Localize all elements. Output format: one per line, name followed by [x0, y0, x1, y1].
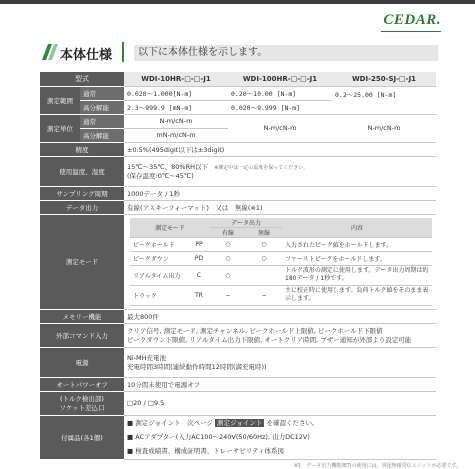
env-value — [124, 156, 436, 186]
mode-desc: 主に校正時に使用します。負荷トルク値をそのまま表示します。 — [282, 285, 432, 305]
env-line1: 15℃〜35℃、80%RH以下 — [127, 163, 208, 171]
mode-desc: 入力されたピーク値をホールドします。 — [282, 237, 432, 251]
dataout-label: データ出力 — [40, 200, 124, 214]
accessories-line2: ■ ACアダプター(入力AC100〜240V(50/60Hz), 出力DC12V) — [127, 433, 310, 441]
mode-head-mode: 測定モード — [130, 218, 210, 238]
socket-value: □20 / □9.5 — [124, 391, 436, 415]
power-row — [40, 347, 436, 377]
accuracy-value: ±0.5%(495digit以下は±3digit) — [124, 142, 436, 156]
mode-header-top — [130, 218, 432, 228]
env-label: 使用温度、湿度 — [40, 156, 124, 186]
mode-name: ピークダウン — [130, 251, 188, 265]
mode-code: PD — [188, 251, 210, 265]
spec-table — [40, 72, 436, 460]
section-header — [40, 42, 436, 64]
unit-m3: N-m/cN-m — [332, 114, 436, 142]
mode-row-tr — [130, 285, 432, 305]
model-label: 型式 — [40, 72, 124, 86]
mode-wired: − — [210, 285, 246, 305]
autooff-label: オートパワーオフ — [40, 377, 124, 391]
unit-m1-normal: N-m/cN-m — [124, 114, 228, 128]
mode-code: C — [188, 265, 210, 285]
socket-row — [40, 391, 436, 415]
divider — [122, 42, 124, 62]
power-label: 電源 — [40, 347, 124, 377]
slash-icon — [40, 44, 58, 60]
page-title: 本体仕様 — [60, 48, 113, 63]
extcmd-line1: クリア信号, 測定モード, 測定チャンネル, ピークホールド上限値, ピークホールド下限値 — [127, 327, 383, 335]
range-m3: 0.2〜25.00 [N-m] — [332, 86, 436, 114]
mode-wired: ○ — [210, 237, 246, 251]
sampling-label: サンプリング周期 — [40, 186, 124, 200]
unit-high-label: 高分解能 — [80, 128, 124, 142]
brand-logo: CEDAR. — [383, 12, 441, 28]
autooff-row — [40, 377, 436, 391]
power-value — [124, 347, 436, 377]
range-m1-high: 2.3〜999.9 [mN-m] — [124, 100, 228, 114]
mode-row-pd — [130, 251, 432, 265]
mode-row-pp — [130, 237, 432, 251]
power-line2: 充電時間3時間(連続動作時間12時間(満充電時)) — [127, 363, 267, 371]
accessories-line1b: を確認ください。 — [266, 419, 319, 427]
autooff-value: 10分間未使用で電源オフ — [124, 377, 436, 391]
sampling-value: 1000データ / 1秒 — [124, 186, 436, 200]
power-line1: Ni-MH充電池 — [127, 354, 167, 362]
mode-code: PP — [188, 237, 210, 251]
env-line2: (保存温度:0℃〜45℃) — [127, 172, 194, 180]
sampling-row — [40, 186, 436, 200]
mode-wireless: ○ — [246, 237, 282, 251]
accuracy-row — [40, 142, 436, 156]
mode-table — [130, 218, 432, 306]
range-normal-label: 通常 — [80, 86, 124, 100]
unit-m2: N-m/cN-m — [228, 114, 332, 142]
mode-row — [40, 214, 436, 309]
mode-desc: トルク波形の測定に使用します。データ出力周期は約180データ / 1秒です。 — [282, 265, 432, 285]
range-label: 測定範囲 — [40, 86, 80, 114]
brand-underline — [381, 31, 441, 32]
env-note: ※測定中は一定の温度を保ってください。 — [214, 165, 309, 171]
range-m1-normal: 0.020〜1.000[N-m] — [124, 86, 228, 100]
model-1: WDI-10HR-□-□-J1 — [124, 72, 228, 86]
mode-code: TR — [188, 285, 210, 305]
extcmd-row — [40, 323, 436, 347]
memory-value: 最大800件 — [124, 309, 436, 323]
mode-wireless: ○ — [246, 251, 282, 265]
dataout-row — [40, 200, 436, 214]
extcmd-line2: ピークダウン下限値, リアルタイム出力下限値, オートクリア時間, ブザー通知が外部より設定可能 — [127, 336, 412, 344]
range-m2-high: 0.020〜9.999 [N-m] — [228, 100, 332, 114]
mode-name: トラック — [130, 285, 188, 305]
socket-label — [40, 391, 124, 415]
model-row — [40, 72, 436, 86]
accessories-line1a: ■ 測定ジョイント 次ページ — [127, 419, 213, 427]
mode-label: 測定モード — [40, 214, 124, 309]
mode-head-wireless: 無線 — [246, 227, 282, 237]
dataout-value: 有線(アスキーフォーマット) 又は 無線(※1) — [124, 200, 436, 214]
footnote: ※1 データ出力機能(BT)の使用には、別途無線受信ユニットが必要です。 — [293, 463, 461, 469]
joint-tag: 測定ジョイント — [217, 419, 263, 427]
unit-normal-label: 通常 — [80, 114, 124, 128]
mode-wireless — [246, 265, 282, 285]
mode-head-desc: 内容 — [282, 218, 432, 238]
mode-wireless: − — [246, 285, 282, 305]
mode-wired: ○ — [210, 251, 246, 265]
socket-label-1: (トルク検出部) — [60, 395, 104, 403]
mode-name: リアルタイム出力 — [130, 265, 188, 285]
mode-name: ピークホールド — [130, 237, 188, 251]
range-m2-normal: 0.20〜10.00 [N-m] — [228, 86, 332, 100]
model-2: WDI-100HR-□-□-J1 — [228, 72, 332, 86]
extcmd-value — [124, 323, 436, 347]
range-normal-row — [40, 86, 436, 100]
page-subtitle: 以下に本体仕様を示します。 — [134, 45, 438, 61]
range-high-label: 高分解能 — [80, 100, 124, 114]
top-bar — [0, 0, 475, 4]
mode-wired: ○ — [210, 265, 246, 285]
accessories-line3: ■ 検査成績書、構成証明書、トレーサビリティ体系図 — [127, 447, 285, 455]
memory-row — [40, 309, 436, 323]
model-3: WDI-250-SJ-□-J1 — [332, 72, 436, 86]
unit-m1-high: mN-m/cN-m — [124, 128, 228, 142]
extcmd-label: 外部コマンド入力 — [40, 323, 124, 347]
accessories-row — [40, 415, 436, 459]
socket-label-2: ソケット差込口 — [59, 404, 105, 412]
env-row — [40, 156, 436, 186]
accessories-value — [124, 415, 436, 459]
mode-head-wired: 有線 — [210, 227, 246, 237]
mode-head-out: データ出力 — [210, 218, 282, 228]
unit-label: 測定単位 — [40, 114, 80, 142]
memory-label: メモリー機能 — [40, 309, 124, 323]
accuracy-label: 精度 — [40, 142, 124, 156]
unit-normal-row — [40, 114, 436, 128]
accessories-label: 付属品(各1個) — [40, 415, 124, 459]
mode-row-c — [130, 265, 432, 285]
mode-desc: ファーストピークをホールドします。 — [282, 251, 432, 265]
